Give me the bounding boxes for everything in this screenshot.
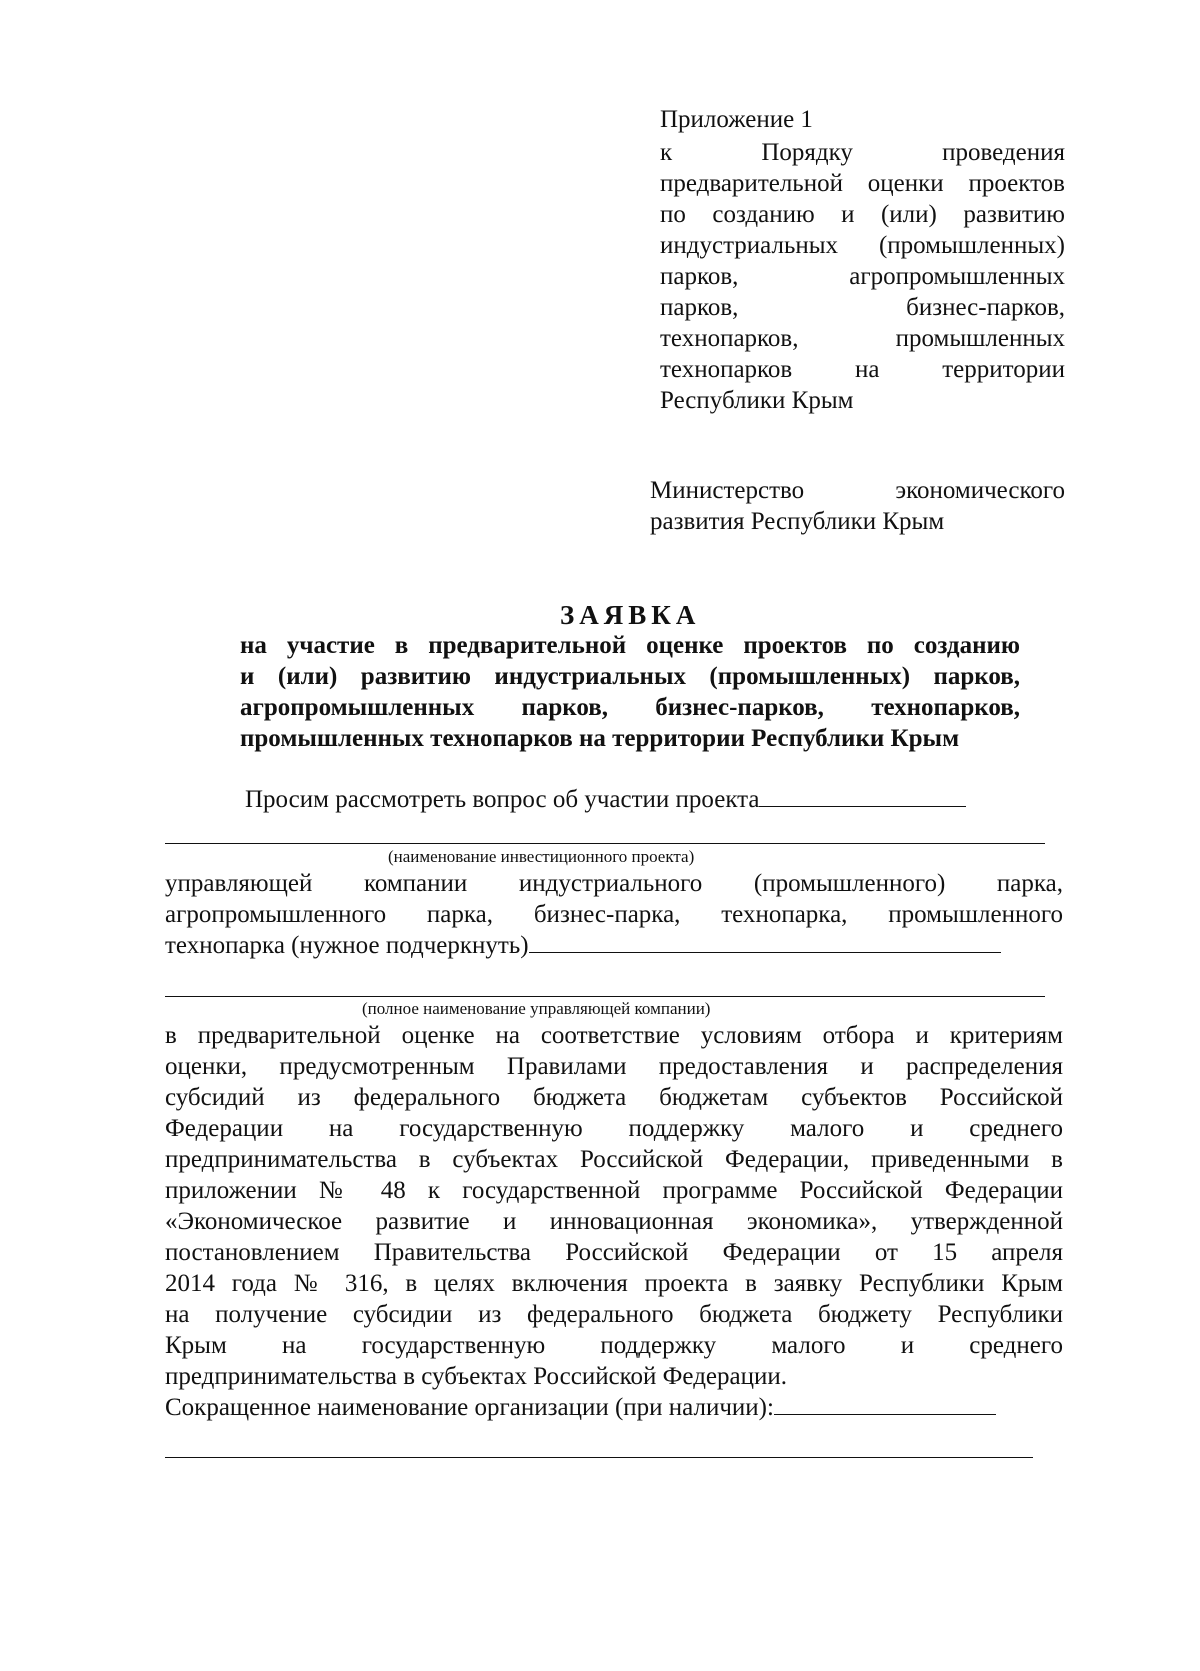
intro-text: Просим рассмотреть вопрос об участии проекта	[245, 786, 760, 813]
subtitle-line: на участие в предварительной оценке проектов по созданию	[240, 632, 1020, 659]
main-line: приложении № 48 к государственной программе Российской Федерации	[165, 1177, 1063, 1204]
main-line: Федерации на государственную поддержку малого и среднего	[165, 1115, 1063, 1142]
main-line: Крым на государственную поддержку малого и среднего	[165, 1332, 1063, 1359]
intro-line	[245, 785, 966, 815]
addressee	[650, 475, 1065, 537]
short-name-label: Сокращенное наименование организации (при наличии):	[165, 1394, 774, 1421]
subtitle-line: агропромышленных парков, бизнес-парков, технопарков,	[240, 694, 1020, 721]
project-name-rule[interactable]	[165, 843, 1045, 844]
main-line: субсидий из федерального бюджета бюджетам субъектов Российской	[165, 1084, 1063, 1111]
company-name-rule[interactable]	[165, 996, 1045, 997]
appendix-reference	[660, 137, 1065, 416]
main-line: 2014 года № 316, в целях включения проекта в заявку Республики Крым	[165, 1270, 1063, 1297]
application-subtitle	[240, 630, 1020, 754]
appendix-line: Республики Крым	[660, 387, 854, 414]
short-name-blank[interactable]	[774, 1394, 996, 1415]
appendix-line: парков, бизнес-парков,	[660, 294, 1065, 321]
main-line: на получение субсидии из федерального бюджета бюджету Республики	[165, 1301, 1063, 1328]
appendix-title: Приложение 1	[660, 106, 813, 133]
main-paragraph	[165, 1020, 1063, 1392]
appendix-line: парков, агропромышленных	[660, 263, 1065, 290]
appendix-line: по созданию и (или) развитию	[660, 201, 1065, 228]
project-name-caption: (наименование инвестиционного проекта)	[388, 847, 695, 866]
subtitle-line: и (или) развитию индустриальных (промышленных) парков,	[240, 663, 1020, 690]
main-line: постановлением Правительства Российской Федерации от 15 апреля	[165, 1239, 1063, 1266]
addressee-line: развития Республики Крым	[650, 508, 945, 535]
short-name-line	[165, 1393, 996, 1423]
application-title: ЗАЯВКА	[560, 600, 701, 630]
main-line: предпринимательства в субъектах Российской Федерации, приведенными в	[165, 1146, 1063, 1173]
main-line: «Экономическое развитие и инновационная экономика», утвержденной	[165, 1208, 1063, 1235]
appendix-line: технопарков на территории	[660, 356, 1065, 383]
company-paragraph	[165, 868, 1063, 961]
appendix-line: технопарков, промышленных	[660, 325, 1065, 352]
short-name-rule[interactable]	[165, 1457, 1033, 1458]
company-line	[165, 930, 1063, 961]
underline-choice-blank[interactable]	[529, 932, 1001, 953]
appendix-line: предварительной оценки проектов	[660, 170, 1065, 197]
appendix-line: индустриальных (промышленных)	[660, 232, 1065, 259]
project-name-blank[interactable]	[759, 786, 966, 807]
company-last-text: технопарка (нужное подчеркнуть)	[165, 932, 529, 959]
appendix-line: к Порядку проведения	[660, 139, 1065, 166]
company-line: агропромышленного парка, бизнес-парка, технопарка, промышленного	[165, 901, 1063, 928]
company-name-caption: (полное наименование управляющей компании)	[362, 999, 711, 1018]
subtitle-line: промышленных технопарков на территории Республики Крым	[240, 725, 960, 752]
addressee-line: Министерство экономического	[650, 477, 1065, 504]
main-line: предпринимательства в субъектах Российской Федерации.	[165, 1363, 787, 1390]
main-line: в предварительной оценке на соответствие условиям отбора и критериям	[165, 1022, 1063, 1049]
main-line: оценки, предусмотренным Правилами предоставления и распределения	[165, 1053, 1063, 1080]
company-line: управляющей компании индустриального (промышленного) парка,	[165, 870, 1063, 897]
